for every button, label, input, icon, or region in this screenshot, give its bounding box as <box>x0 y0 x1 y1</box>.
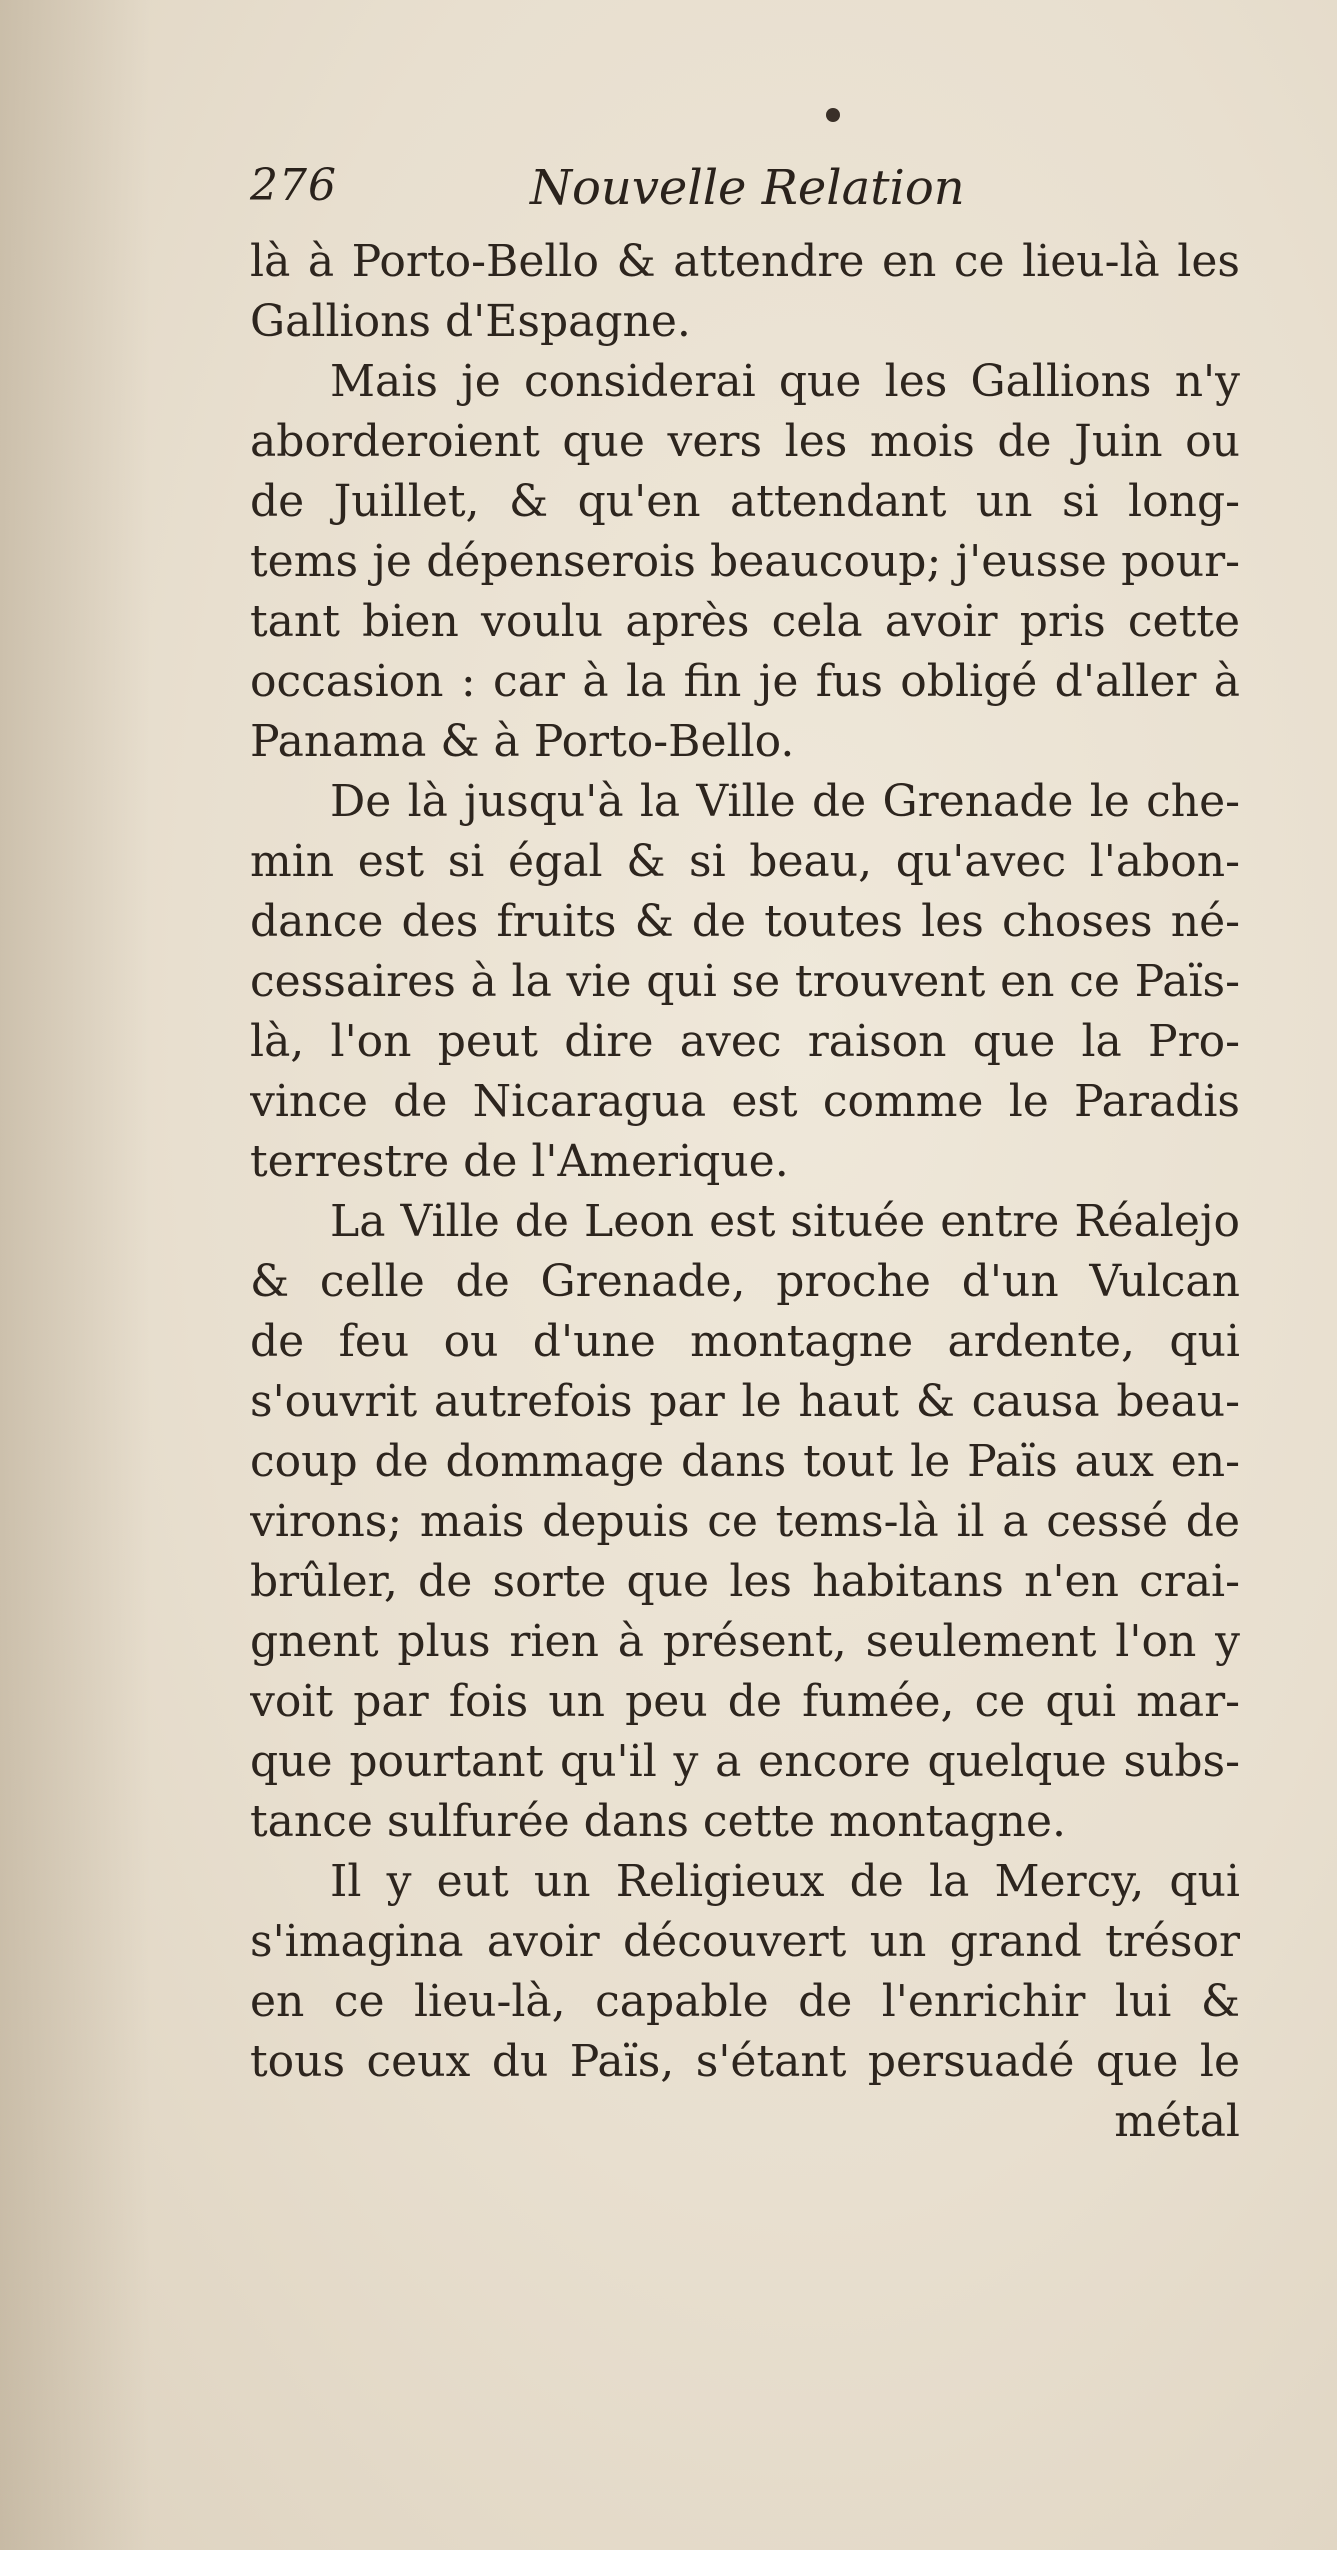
text-line: aborderoient que vers les mois de Juin ou <box>250 416 1240 467</box>
text-line: là à Porto-Bello & attendre en ce lieu-là les <box>250 236 1240 287</box>
text-line: dance des fruits & de toutes les choses né- <box>250 896 1240 947</box>
text-line: Mais je considerai que les Gallions n'y <box>330 356 1240 407</box>
text-line: de feu ou d'une montagne ardente, qui <box>250 1316 1240 1367</box>
text-line: en ce lieu-là, capable de l'enrichir lui & <box>250 1976 1240 2027</box>
text-line: que pourtant qu'il y a encore quelque subs- <box>250 1736 1240 1787</box>
text-line: virons; mais depuis ce tems-là il a cessé de <box>250 1496 1240 1547</box>
gutter-shadow <box>0 0 150 2550</box>
text-line: de Juillet, & qu'en attendant un si long- <box>250 476 1240 527</box>
text-line: brûler, de sorte que les habitans n'en crai- <box>250 1556 1240 1607</box>
text-line: & celle de Grenade, proche d'un Vulcan <box>250 1256 1240 1307</box>
page-number: 276 <box>250 160 337 211</box>
text-line: tance sulfurée dans cette montagne. <box>250 1796 1066 1847</box>
running-title: Nouvelle Relation <box>530 160 965 216</box>
text-line: tant bien voulu après cela avoir pris cette <box>250 596 1240 647</box>
text-line: coup de dommage dans tout le Païs aux en- <box>250 1436 1240 1487</box>
text-line: cessaires à la vie qui se trouvent en ce Païs- <box>250 956 1240 1007</box>
text-line: là, l'on peut dire avec raison que la Pro- <box>250 1016 1240 1067</box>
text-line: La Ville de Leon est située entre Réalejo <box>330 1196 1240 1247</box>
text-line: terrestre de l'Amerique. <box>250 1136 789 1187</box>
text-line: s'imagina avoir découvert un grand trésor <box>250 1916 1240 1967</box>
text-line: Panama & à Porto-Bello. <box>250 716 795 767</box>
catchword: métal <box>1114 2096 1240 2147</box>
text-line: Il y eut un Religieux de la Mercy, qui <box>330 1856 1240 1907</box>
text-line: s'ouvrit autrefois par le haut & causa beau- <box>250 1376 1240 1427</box>
text-line: voit par fois un peu de fumée, ce qui mar- <box>250 1676 1240 1727</box>
text-line: tems je dépenserois beaucoup; j'eusse pour- <box>250 536 1240 587</box>
text-line: De là jusqu'à la Ville de Grenade le che- <box>330 776 1240 827</box>
text-line: vince de Nicaragua est comme le Paradis <box>250 1076 1240 1127</box>
text-line: gnent plus rien à présent, seulement l'on y <box>250 1616 1240 1667</box>
text-line: tous ceux du Païs, s'étant persuadé que le <box>250 2036 1240 2087</box>
ornament-dot <box>826 108 840 122</box>
running-head <box>250 160 1130 230</box>
text-line: Gallions d'Espagne. <box>250 296 691 347</box>
text-line: occasion : car à la fin je fus obligé d'aller à <box>250 656 1240 707</box>
body-text <box>250 232 1240 2152</box>
text-line: min est si égal & si beau, qu'avec l'abon- <box>250 836 1240 887</box>
